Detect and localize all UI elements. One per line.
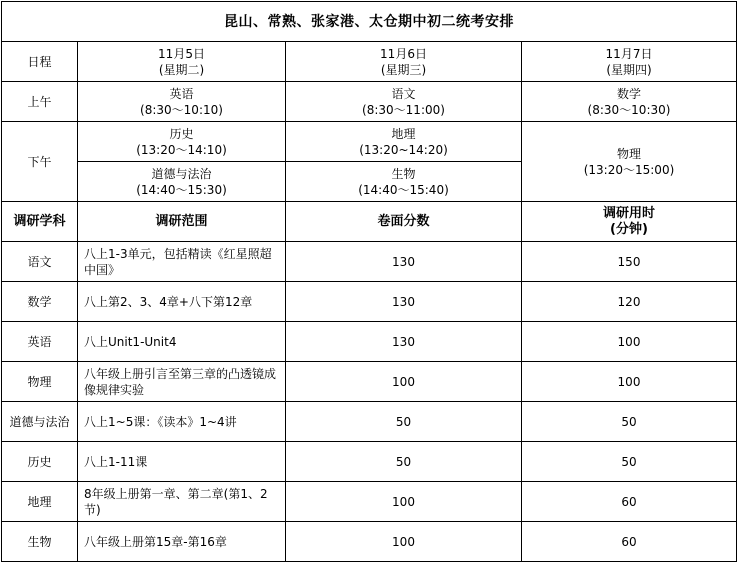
- scope-cell: 八上第2、3、4章+八下第12章: [78, 282, 286, 322]
- header-scope: 调研范围: [78, 202, 286, 242]
- day-date: 11月5日: [158, 46, 205, 61]
- minutes-cell: 60: [522, 522, 737, 562]
- scope-cell: 八年级上册引言至第三章的凸透镜成像规律实验: [78, 362, 286, 402]
- exam-slot: [522, 122, 737, 202]
- day-cell: [78, 42, 286, 82]
- table-row: [2, 482, 737, 522]
- table-row: [2, 362, 737, 402]
- day-cell: [522, 42, 737, 82]
- minutes-cell: 120: [522, 282, 737, 322]
- exam-time: (13:20~14:20): [359, 142, 448, 157]
- research-header-row: [2, 202, 737, 242]
- score-cell: 130: [286, 282, 522, 322]
- scope-cell: 八上1-11课: [78, 442, 286, 482]
- day-cell: [286, 42, 522, 82]
- row-label-afternoon: 下午: [2, 122, 78, 202]
- minutes-cell: 60: [522, 482, 737, 522]
- minutes-cell: 50: [522, 402, 737, 442]
- scope-cell: 八上1-3单元，包括精读《红星照超中国》: [78, 242, 286, 282]
- subject-cell: 数学: [2, 282, 78, 322]
- exam-subject: 历史: [169, 126, 194, 141]
- page-title: 昆山、常熟、张家港、太仓期中初二统考安排: [2, 2, 737, 42]
- schedule-date-row: [2, 42, 737, 82]
- header-score: 卷面分数: [286, 202, 522, 242]
- header-time-line2: (分钟): [610, 221, 648, 237]
- table-row: [2, 442, 737, 482]
- subject-cell: 英语: [2, 322, 78, 362]
- table-row: [2, 522, 737, 562]
- exam-time: (13:20～14:10): [136, 142, 227, 157]
- table-row: [2, 402, 737, 442]
- score-cell: 130: [286, 322, 522, 362]
- score-cell: 130: [286, 242, 522, 282]
- day-weekday: (星期三): [380, 62, 427, 77]
- exam-time: (14:40～15:40): [358, 182, 449, 197]
- exam-subject: 地理: [391, 126, 416, 141]
- exam-subject: 物理: [616, 146, 641, 161]
- day-weekday: (星期四): [606, 62, 652, 77]
- header-subject: 调研学科: [2, 202, 78, 242]
- subject-cell: 物理: [2, 362, 78, 402]
- exam-subject: 数学: [616, 86, 641, 101]
- exam-slot: [78, 162, 286, 202]
- subject-cell: 历史: [2, 442, 78, 482]
- exam-slot: [78, 82, 286, 122]
- subject-cell: 地理: [2, 482, 78, 522]
- minutes-cell: 100: [522, 322, 737, 362]
- score-cell: 100: [286, 482, 522, 522]
- exam-slot: [286, 162, 522, 202]
- morning-row: [2, 82, 737, 122]
- score-cell: 100: [286, 522, 522, 562]
- header-time-line1: 调研用时: [602, 205, 655, 221]
- afternoon-row: [2, 122, 737, 162]
- row-label-schedule: 日程: [2, 42, 78, 82]
- subject-cell: 生物: [2, 522, 78, 562]
- scope-cell: 八年级上册第15章-第16章: [78, 522, 286, 562]
- subject-cell: 语文: [2, 242, 78, 282]
- scope-cell: 八上1~5课：《读本》1~4讲: [78, 402, 286, 442]
- exam-time: (8:30～10:10): [140, 102, 223, 117]
- table-row: [2, 322, 737, 362]
- exam-schedule-table: [1, 1, 737, 562]
- header-time: [522, 202, 737, 242]
- exam-subject: 英语: [169, 86, 194, 101]
- exam-subject: 道德与法治: [151, 166, 212, 181]
- minutes-cell: 150: [522, 242, 737, 282]
- exam-time: (8:30～11:00): [362, 102, 445, 117]
- exam-time: (8:30～10:30): [587, 102, 671, 117]
- score-cell: 50: [286, 442, 522, 482]
- exam-time: (13:20～15:00): [583, 162, 675, 177]
- minutes-cell: 50: [522, 442, 737, 482]
- exam-subject: 生物: [391, 166, 416, 181]
- row-label-morning: 上午: [2, 82, 78, 122]
- table-row: [2, 282, 737, 322]
- scope-cell: 八上Unit1-Unit4: [78, 322, 286, 362]
- subject-cell: 道德与法治: [2, 402, 78, 442]
- exam-subject: 语文: [391, 86, 416, 101]
- exam-time: (14:40～15:30): [136, 182, 227, 197]
- day-date: 11月7日: [605, 46, 653, 61]
- minutes-cell: 100: [522, 362, 737, 402]
- exam-slot: [286, 82, 522, 122]
- exam-slot: [78, 122, 286, 162]
- exam-slot: [286, 122, 522, 162]
- scope-cell: 8年级上册第一章、第二章(第1、2节): [78, 482, 286, 522]
- score-cell: 50: [286, 402, 522, 442]
- exam-slot: [522, 82, 737, 122]
- score-cell: 100: [286, 362, 522, 402]
- day-date: 11月6日: [380, 46, 427, 61]
- day-weekday: (星期二): [158, 62, 205, 77]
- table-row: [2, 242, 737, 282]
